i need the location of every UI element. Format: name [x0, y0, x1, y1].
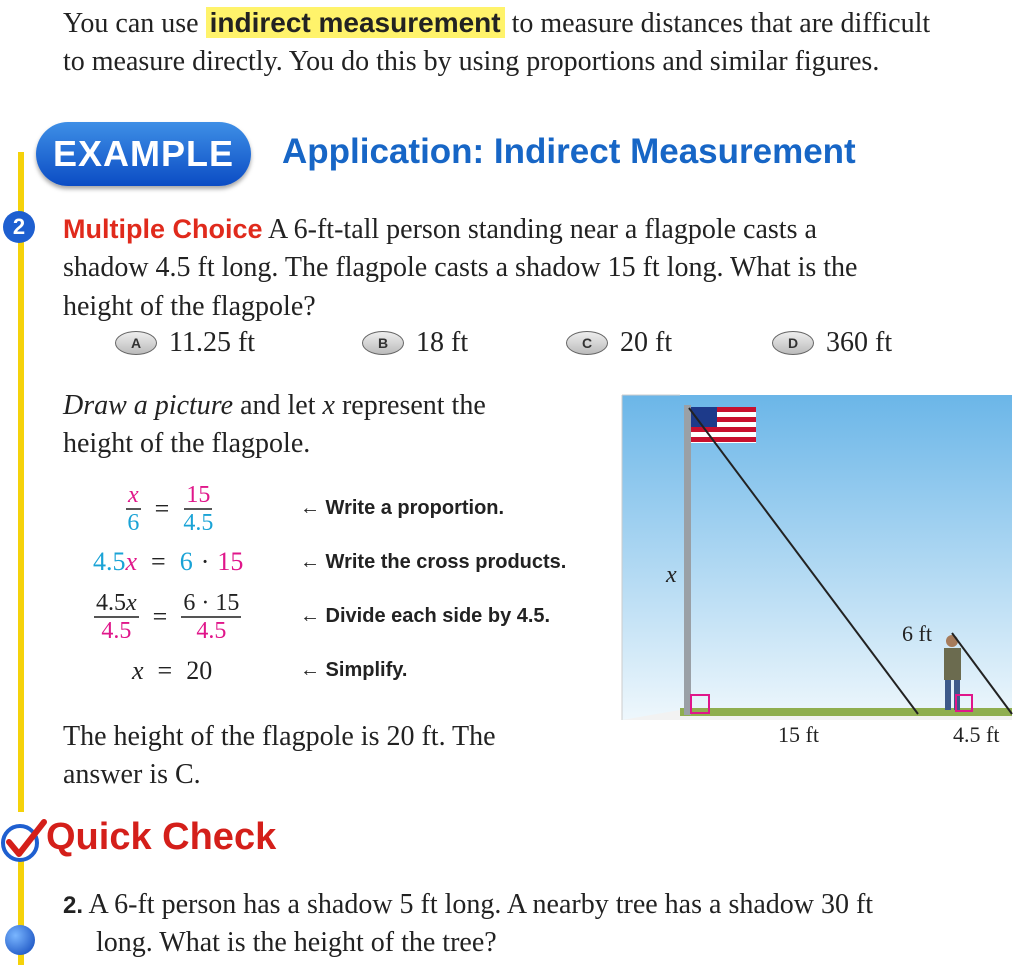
intro-line-2: to measure directly. You do this by using proportions and similar figures. [63, 46, 880, 77]
example-badge: EXAMPLE [36, 122, 251, 186]
quick-check-title: Quick Check [46, 816, 277, 858]
key-term-highlight: indirect measurement [206, 7, 505, 38]
flagpole-figure [600, 390, 1020, 750]
quick-check-line-1: 2. A 6-ft person has a shadow 5 ft long. A nearby tree has a shadow 30 ft [63, 889, 874, 920]
person-shadow-label: 4.5 ft [953, 722, 1000, 747]
person-height-label: 6 ft [902, 621, 932, 646]
example-number-badge: 2 [3, 211, 35, 243]
draw-line-1: Draw a picture and let x represent the [63, 390, 486, 421]
choice-letter-d: D [772, 331, 814, 355]
margin-rule [18, 152, 24, 812]
choice-b: B 18 ft [362, 327, 468, 359]
choice-a: A 11.25 ft [115, 327, 255, 359]
example-title: Application: Indirect Measurement [282, 132, 856, 171]
step-3-equation: $\frac{4.5x}{4.5}$ = $\frac{6 \cdot 15}{4.5}$ [96, 590, 240, 644]
flagpole-shadow-label: 15 ft [778, 722, 819, 747]
step-2-equation: 4.5 x = 6 · 15 [93, 547, 244, 576]
step-2-note: ← Write the cross products. [300, 551, 567, 573]
multiple-choice-label: Multiple Choice [63, 214, 263, 244]
step-1-note: ← Write a proportion. [300, 497, 505, 519]
answer-line-1: The height of the flagpole is 20 ft. The [63, 721, 496, 752]
question-line-2: shadow 4.5 ft long. The flagpole casts a shadow 15 ft long. What is the [63, 252, 858, 283]
checkmark-icon [0, 818, 48, 864]
answer-line-2: answer is C. [63, 759, 201, 790]
step-4-equation: x = 20 [132, 656, 213, 685]
intro-line-1: You can use indirect measurement to measure distances that are difficult [63, 7, 931, 39]
step-1-equation: $\frac{x}{6}$ = $\frac{15}{4.5}$ [127, 482, 214, 536]
choice-letter-c: C [566, 331, 608, 355]
question-line-3: height of the flagpole? [63, 291, 316, 322]
flagpole-height-label: x [666, 562, 677, 588]
question-line-1: Multiple Choice A 6-ft-tall person standing near a flagpole casts a [63, 214, 817, 245]
choice-letter-a: A [115, 331, 157, 355]
draw-line-2: height of the flagpole. [63, 428, 311, 459]
quick-check-line-2: long. What is the height of the tree? [96, 927, 497, 958]
choice-c: C 20 ft [566, 327, 672, 359]
choice-letter-b: B [362, 331, 404, 355]
step-3-note: ← Divide each side by 4.5. [300, 605, 551, 627]
flagpole [684, 405, 691, 715]
bullet-dot-icon [5, 925, 35, 955]
step-4-note: ← Simplify. [300, 659, 408, 681]
choice-d: D 360 ft [772, 327, 892, 359]
